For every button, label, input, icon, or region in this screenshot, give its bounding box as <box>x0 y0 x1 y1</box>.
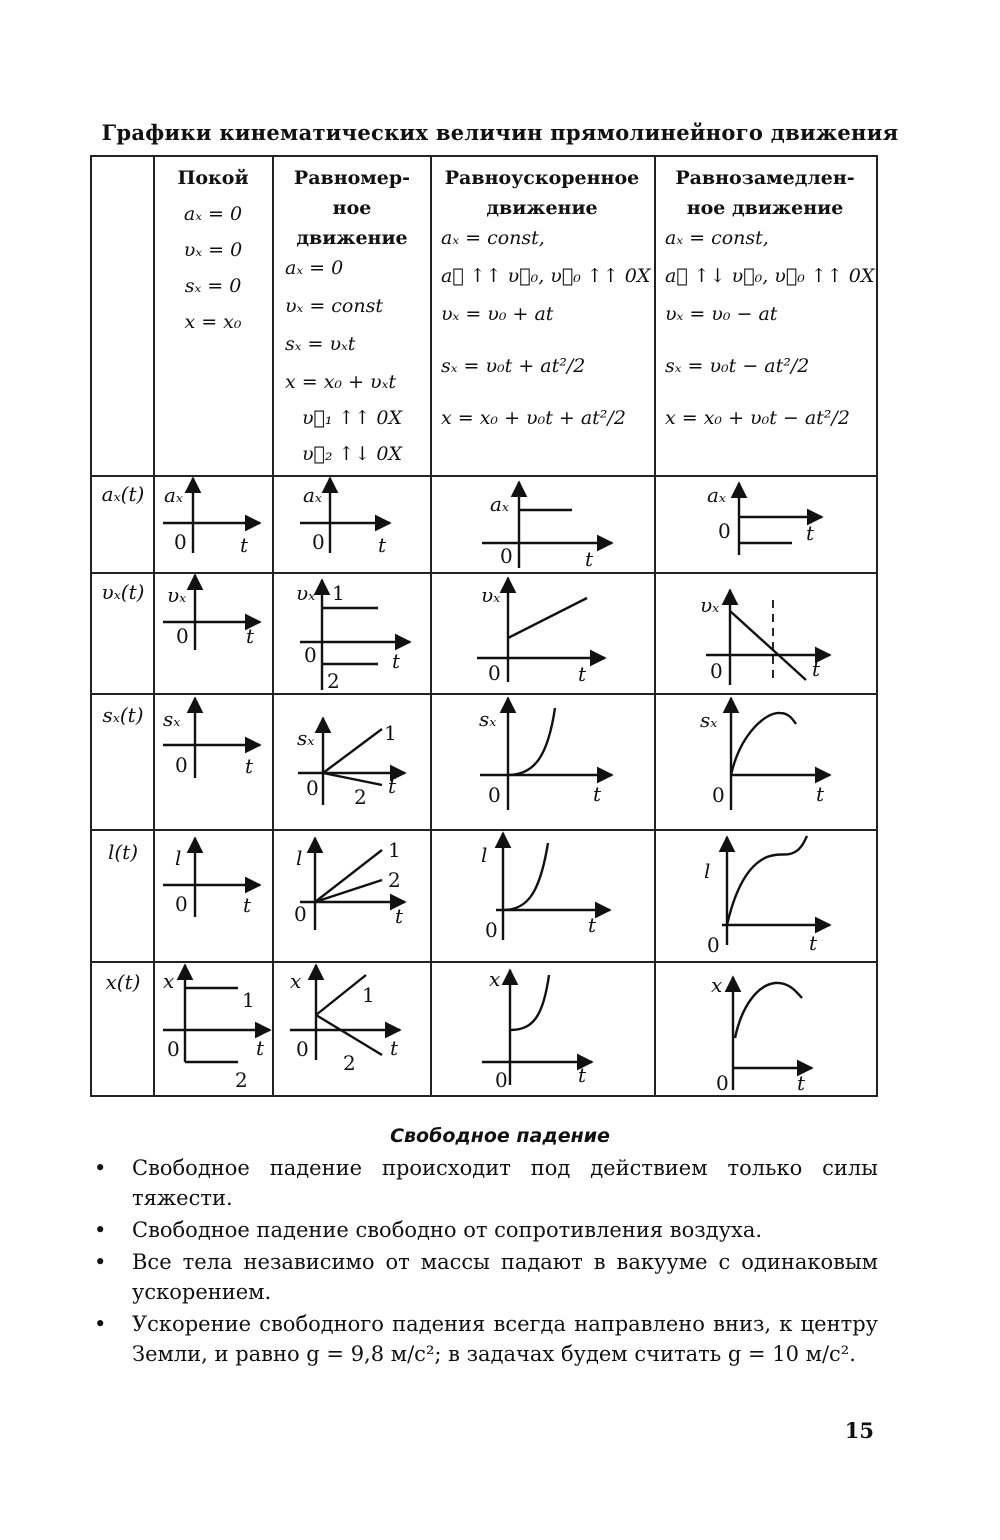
formula: aₓ = const, <box>441 227 545 249</box>
t-label: t <box>390 1036 399 1060</box>
t-label: t <box>246 624 255 648</box>
formula: x = x₀ <box>184 311 242 333</box>
line-label-1: 1 <box>384 721 397 745</box>
origin-label: 0 <box>707 933 720 957</box>
t-label: t <box>593 782 602 806</box>
formula: aₓ = const, <box>665 227 769 249</box>
line-label-2: 2 <box>354 785 367 809</box>
heading-line: движение <box>486 197 598 219</box>
heading-line: Равномер- <box>293 167 411 189</box>
t-label: t <box>578 1063 587 1087</box>
axis-label: υₓ <box>167 583 187 607</box>
row-label-v: υₓ(t) <box>101 580 145 604</box>
origin-label: 0 <box>175 892 188 916</box>
t-label: t <box>243 893 252 917</box>
row-label-l: l(t) <box>107 840 139 864</box>
formula: υₓ = 0 <box>183 239 243 261</box>
t-label: t <box>256 1036 265 1060</box>
line-label-2: 2 <box>235 1068 248 1092</box>
axis-label: sₓ <box>297 726 315 750</box>
t-label: t <box>797 1071 806 1095</box>
axis-label: x <box>711 973 723 997</box>
origin-label: 0 <box>712 783 725 807</box>
formula: aₓ = 0 <box>183 203 243 225</box>
row-label-a: aₓ(t) <box>101 482 145 506</box>
page-title: Графики кинематических величин прямолинейного движения <box>101 120 899 145</box>
line-label-1: 1 <box>332 581 345 605</box>
axis-label: υₓ <box>700 593 720 617</box>
origin-label: 0 <box>294 902 307 926</box>
heading-line: Равноускоренное <box>444 167 640 189</box>
formula: sₓ = υ₀t − at²/2 <box>665 355 810 377</box>
heading-line: движение <box>296 227 408 249</box>
origin-label: 0 <box>175 753 188 777</box>
origin-label: 0 <box>312 530 325 554</box>
t-label: t <box>585 547 594 571</box>
list-item: • Свободное падение свободно от сопротивления воздуха. <box>90 1215 878 1245</box>
formula: υₓ = const <box>285 295 383 317</box>
axis-label: aₓ <box>303 483 323 507</box>
axis-label: x <box>290 969 302 993</box>
line-label-2: 2 <box>327 669 340 693</box>
formula: aₓ = 0 <box>285 257 344 279</box>
origin-label: 0 <box>296 1037 309 1061</box>
axis-label: υₓ <box>481 583 501 607</box>
line-label-1: 1 <box>388 838 401 862</box>
t-label: t <box>809 931 818 955</box>
list-item: • Все тела независимо от массы падают в вакууме с одинаковым ускорением. <box>90 1247 878 1307</box>
formula: x = x₀ + υ₀t − at²/2 <box>665 407 850 429</box>
line-label-2: 2 <box>343 1051 356 1075</box>
row-label-x: x(t) <box>105 970 141 994</box>
axis-label: υₓ <box>296 581 316 605</box>
axis-label: sₓ <box>479 707 497 731</box>
graph-v-uniform <box>300 580 410 690</box>
axis-label: sₓ <box>700 708 718 732</box>
origin-label: 0 <box>718 519 731 543</box>
t-label: t <box>395 904 404 928</box>
free-fall-list <box>90 1153 878 1371</box>
t-label: t <box>578 662 587 686</box>
heading-line: ное <box>332 197 372 219</box>
list-item: • Ускорение свободного падения всегда направлено вниз, к центру Земли, и равно g = 9,8 м/с²; в задачах будем считать g = 10 м/с². <box>90 1309 878 1369</box>
formula: x = x₀ + υ₀t + at²/2 <box>441 407 626 429</box>
origin-label: 0 <box>167 1037 180 1061</box>
t-label: t <box>812 657 821 681</box>
section-title: Свободное падение <box>390 1125 610 1147</box>
page-number: 15 <box>844 1418 874 1443</box>
formula: x = x₀ + υₓt <box>285 371 396 393</box>
origin-label: 0 <box>174 530 187 554</box>
origin-label: 0 <box>176 624 189 648</box>
formula: υₓ = υ₀ + at <box>441 303 554 325</box>
list-item: • Свободное падение происходит под действием только силы тяжести. <box>90 1153 878 1213</box>
line-label-1: 1 <box>362 983 375 1007</box>
formula: υₓ = υ₀ − at <box>665 303 778 325</box>
t-label: t <box>816 782 825 806</box>
origin-label: 0 <box>304 643 317 667</box>
origin-label: 0 <box>495 1068 508 1092</box>
axis-label: aₓ <box>164 483 184 507</box>
origin-label: 0 <box>710 659 723 683</box>
formula: a⃗ ↑↑ υ⃗₀, υ⃗₀ ↑↑ 0X <box>441 265 651 287</box>
origin-label: 0 <box>500 544 513 568</box>
row-label-s: sₓ(t) <box>102 703 144 727</box>
heading-line: ное движение <box>686 197 844 219</box>
formula: sₓ = υₓt <box>285 333 356 355</box>
t-label: t <box>240 533 249 557</box>
formula: υ⃗₂ ↑↓ 0X <box>301 443 403 465</box>
origin-label: 0 <box>485 918 498 942</box>
formula: sₓ = υ₀t + at²/2 <box>441 355 586 377</box>
t-label: t <box>392 649 401 673</box>
line-label-2: 2 <box>388 868 401 892</box>
heading-line: Равнозамедлен- <box>675 167 855 189</box>
axis-label: aₓ <box>707 483 727 507</box>
origin-label: 0 <box>716 1071 729 1095</box>
heading-line: Покой <box>177 167 249 189</box>
formula: a⃗ ↑↓ υ⃗₀, υ⃗₀ ↑↑ 0X <box>665 265 875 287</box>
origin-label: 0 <box>306 776 319 800</box>
axis-label: l <box>704 859 711 883</box>
axis-label: x <box>163 969 175 993</box>
axis-label: sₓ <box>163 707 181 731</box>
axis-label: l <box>481 843 488 867</box>
line-label-1: 1 <box>242 988 255 1012</box>
origin-label: 0 <box>488 661 501 685</box>
t-label: t <box>245 754 254 778</box>
graph-l-decelerated <box>722 836 830 945</box>
axis-label: l <box>175 846 182 870</box>
formula: sₓ = 0 <box>184 275 242 297</box>
t-label: t <box>588 913 597 937</box>
origin-label: 0 <box>488 783 501 807</box>
t-label: t <box>388 774 397 798</box>
formula: υ⃗₁ ↑↑ 0X <box>301 407 403 429</box>
t-label: t <box>378 533 387 557</box>
axis-label: x <box>489 967 501 991</box>
axis-label: l <box>296 846 303 870</box>
t-label: t <box>806 521 815 545</box>
axis-label: aₓ <box>490 492 510 516</box>
